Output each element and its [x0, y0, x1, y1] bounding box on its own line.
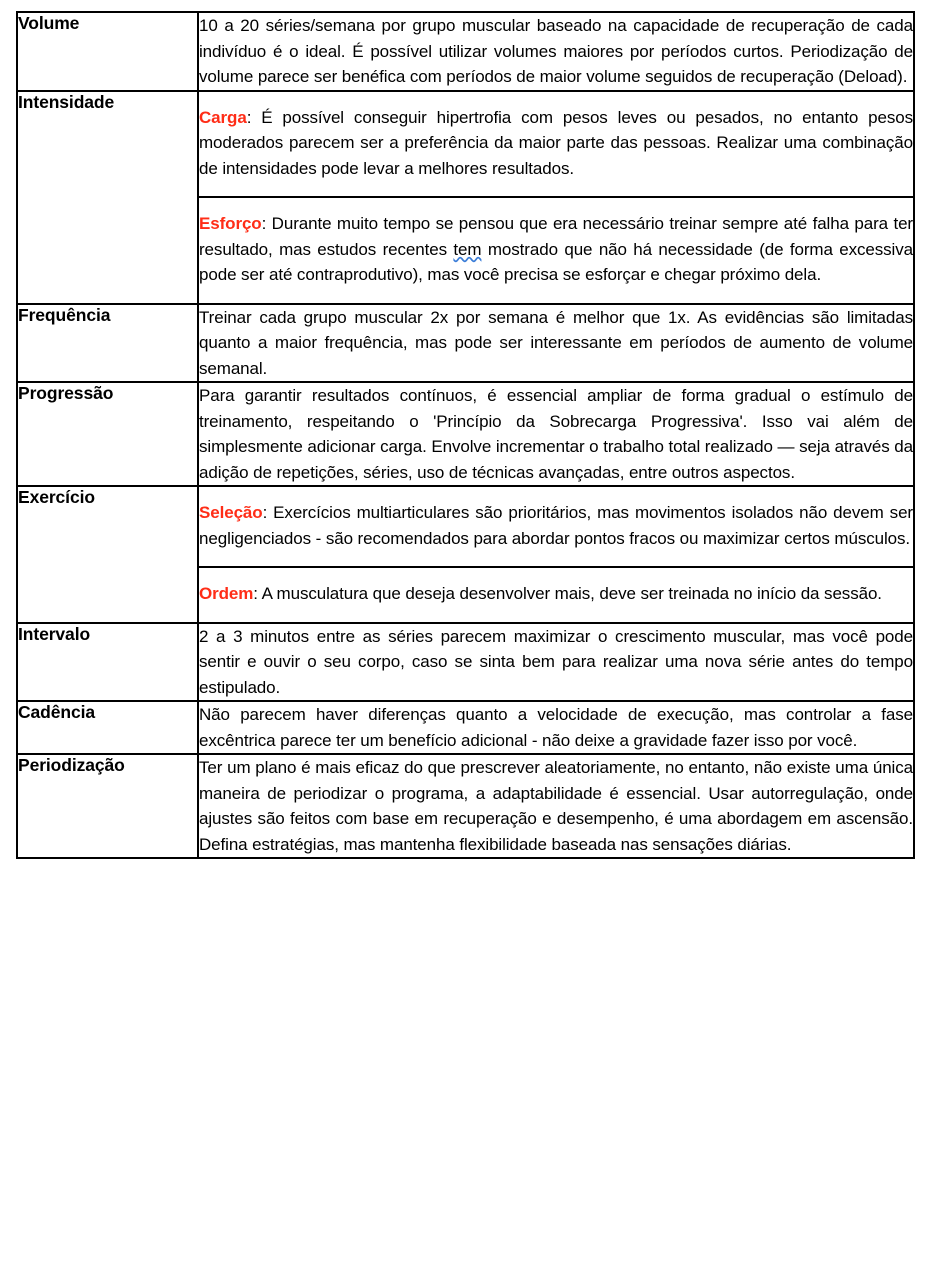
paragraph: Treinar cada grupo muscular 2x por semana é melhor que 1x. As evidências são limitadas quanto a maior frequência, mas pode ser interessante em períodos de aumento de volume semanal. [199, 307, 913, 378]
table-body [17, 12, 914, 858]
row-content-volume [198, 12, 914, 91]
table-row [17, 12, 914, 91]
row-label-intervalo: Intervalo [17, 623, 198, 702]
table-row [17, 486, 914, 567]
row-content-intervalo [198, 623, 914, 702]
inline-tag-ordem: Ordem [199, 584, 254, 603]
paragraph: Para garantir resultados contínuos, é essencial ampliar de forma gradual o estímulo de treinamento, respeitando o 'Princípio da Sobrecarga Progressiva'. Isso vai além de simplesmente adicionar carga. Envolve incrementar o trabalho total realizado — seja através da adição de repetições, séries, uso de técnicas avançadas, entre outros aspectos. [199, 386, 913, 482]
table-row [17, 701, 914, 754]
row-label-progressao: Progressão [17, 382, 198, 486]
table-row [17, 382, 914, 486]
inline-tag-selecao: Seleção [199, 503, 263, 522]
misspelled-word: tem [453, 239, 482, 259]
row-label-cadencia: Cadência [17, 701, 198, 754]
row-content-exercicio-ordem [198, 567, 914, 623]
inline-tag-carga: Carga [199, 107, 247, 127]
paragraph-text: : Exercícios multiarticulares são prioritários, mas movimentos isolados não devem ser negligenciados - são recomendados para abordar pontos fracos ou maximizar certos músculos. [199, 503, 913, 548]
paragraph-text-before: : Durante muito tempo se pensou que era necessário treinar sempre até falha para ter resultado, mas estudos recentes [199, 214, 913, 259]
row-label-intensidade: Intensidade [17, 91, 198, 304]
paragraph: 2 a 3 minutos entre as séries parecem maximizar o crescimento muscular, mas você pode sentir e ouvir o seu corpo, caso se sinta bem para realizar uma nova série antes do tempo estipulado. [199, 626, 913, 697]
row-content-exercicio-selecao [198, 486, 914, 567]
row-label-frequencia: Frequência [17, 304, 198, 383]
paragraph-text-after: mostrado que não há necessidade (de forma excessiva pode ser até contraprodutivo), mas você precisa se esforçar e chegar próximo dela. [199, 239, 913, 284]
row-label-volume: Volume [17, 12, 198, 91]
paragraph: Não parecem haver diferenças quanto a velocidade de execução, mas controlar a fase excêntrica parece ter um benefício adicional - não deixe a gravidade fazer isso por você. [199, 705, 913, 750]
table-row [17, 91, 914, 198]
paragraph [199, 581, 913, 607]
paragraph [199, 500, 913, 551]
inline-tag-esforco: Esforço [199, 214, 262, 233]
paragraph: 10 a 20 séries/semana por grupo muscular baseado na capacidade de recuperação de cada indivíduo é o ideal. É possível utilizar volumes maiores por períodos curtos. Periodização de volume parece ser benéfica com períodos de maior volume seguidos de recuperação (Deload). [199, 16, 913, 86]
row-content-frequencia [198, 304, 914, 383]
row-label-periodizacao: Periodização [17, 754, 198, 858]
table-row [17, 623, 914, 702]
paragraph: Ter um plano é mais eficaz do que prescrever aleatoriamente, no entanto, não existe uma única maneira de periodizar o programa, a adaptabilidade é essencial. Usar autorregulação, onde ajustes são feitos com base em recuperação e desempenho, é uma abordagem em ascensão. Defina estratégias, mas mantenha flexibilidade baseada nas sensações diárias. [199, 758, 913, 854]
training-variables-table [16, 11, 915, 859]
row-content-intensidade-carga [198, 91, 914, 198]
paragraph-text: : A musculatura que deseja desenvolver mais, deve ser treinada no início da sessão. [253, 584, 882, 603]
row-content-periodizacao [198, 754, 914, 858]
row-content-intensidade-esforco [198, 197, 914, 304]
table-row [17, 754, 914, 858]
paragraph [199, 211, 913, 288]
paragraph-text: : É possível conseguir hipertrofia com pesos leves ou pesados, no entanto pesos moderados parecem ser a preferência da maior parte das pessoas. Realizar uma combinação de intensidades pode levar a melhores resultados. [199, 107, 913, 178]
row-label-exercicio: Exercício [17, 486, 198, 623]
row-content-cadencia [198, 701, 914, 754]
row-content-progressao [198, 382, 914, 486]
table-row [17, 304, 914, 383]
paragraph [199, 105, 913, 182]
